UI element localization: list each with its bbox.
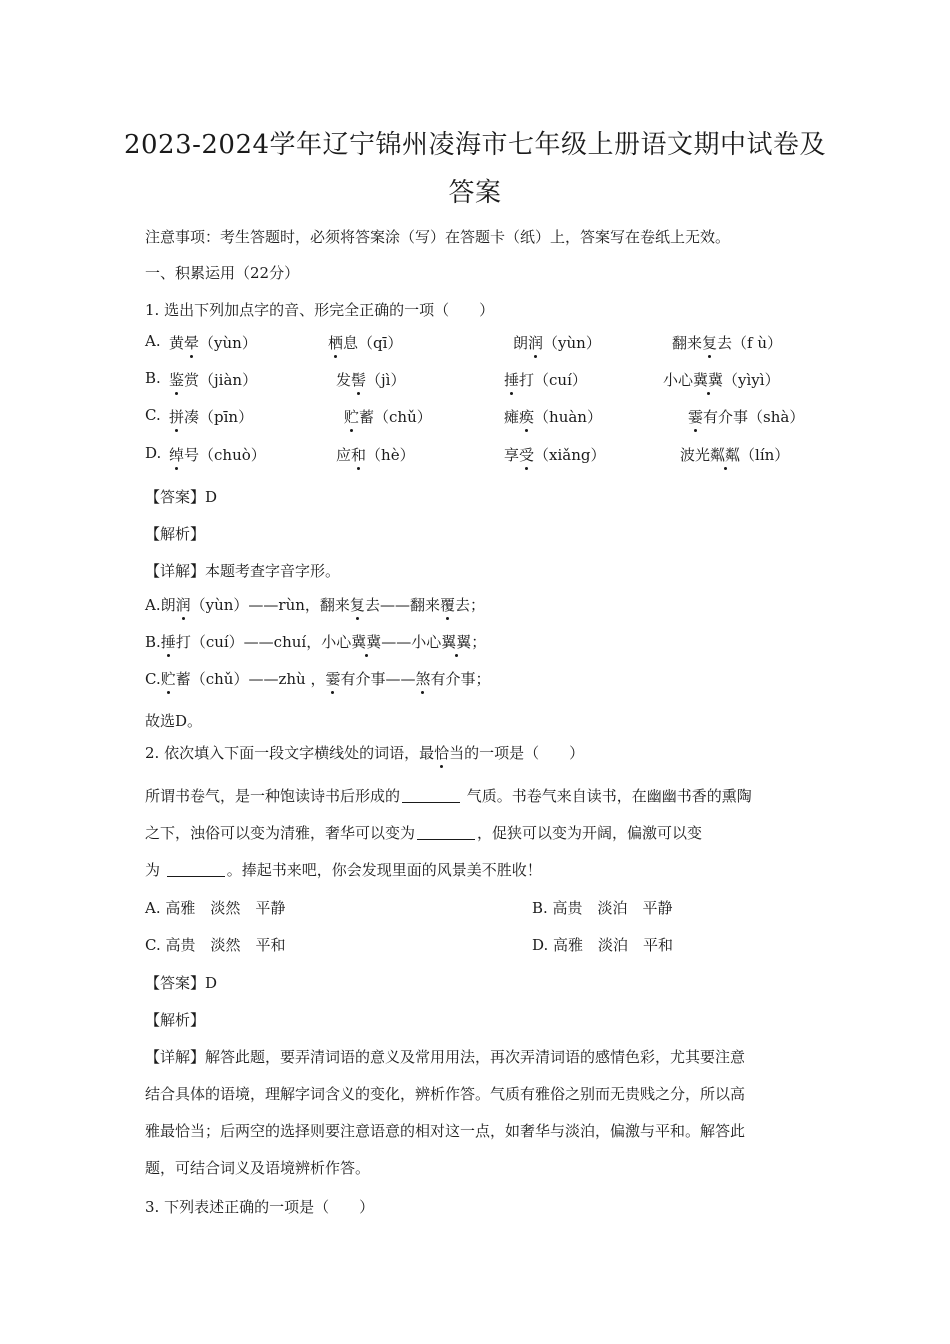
q2-answer: 【答案】D <box>145 974 218 992</box>
document-title-line2: 答案 <box>448 178 502 208</box>
q2-option-d: D. 高雅 淡泊 平和 <box>532 936 674 954</box>
q1-answer: 【答案】D <box>145 488 218 506</box>
blank-2 <box>417 825 475 840</box>
q2-detail-line1: 【详解】解答此题，要弄清词语的意义及常用用法，再次弄清词语的感情色彩，尤其要注意 <box>145 1048 746 1066</box>
q1-explain-b: B.捶打（cuí）——chuí，小心冀冀——小心翼翼； <box>145 633 487 651</box>
q2-detail-line2: 结合具体的语境，理解字词含义的变化，辨析作答。气质有雅俗之别而无贵贱之分，所以高 <box>145 1085 746 1103</box>
document-title-line1: 2023-2024学年辽宁锦州凌海市七年级上册语文期中试卷及 <box>123 130 827 160</box>
q2-detail-line4: 题，可结合词义及语境辨析作答。 <box>145 1159 371 1177</box>
q1-option-d-letter: D. <box>145 444 162 462</box>
q1-option-d-item3: 享受（xiǎng） <box>504 446 606 464</box>
q1-option-c-letter: C. <box>145 406 161 424</box>
q2-passage-line1: 所谓书卷气，是一种饱读诗书后形成的 气质。书卷气来自读书，在幽幽书香的熏陶 <box>145 787 752 805</box>
q1-option-c-item1: 拼凑（pīn） <box>169 408 254 426</box>
blank-3 <box>167 862 225 877</box>
q1-option-c-item4: 霎有介事（shà） <box>688 408 805 426</box>
q1-option-b-item1: 鉴赏（jiàn） <box>169 371 258 389</box>
q1-detail: 【详解】本题考查字音字形。 <box>145 562 341 580</box>
blank-1 <box>402 788 460 803</box>
notice-text: 注意事项：考生答题时，必须将答案涂（写）在答题卡（纸）上，答案写在卷纸上无效。 <box>145 228 731 246</box>
q1-option-b-item2: 发髻（jì） <box>336 371 406 389</box>
q1-option-a-item3: 朗润（yùn） <box>513 334 601 352</box>
q1-option-d-item1: 绰号（chuò） <box>169 446 266 464</box>
q1-option-b-item4: 小心冀冀（yìyì） <box>663 371 780 389</box>
q1-option-a-item1: 黄晕（yùn） <box>169 334 257 352</box>
q1-option-a-letter: A. <box>145 332 161 350</box>
q1-option-c-item3: 瘫痪（huàn） <box>504 408 602 426</box>
q1-option-a-item2: 栖息（qī） <box>328 334 403 352</box>
q2-analysis-heading: 【解析】 <box>145 1011 206 1029</box>
section-heading: 一、积累运用（22分） <box>145 264 300 282</box>
q1-stem: 1. 选出下列加点字的音、形完全正确的一项（ ） <box>145 301 495 319</box>
q1-option-d-item2: 应和（hè） <box>336 446 415 464</box>
q2-passage-line2: 之下，浊俗可以变为清雅，奢华可以变为 ，促狭可以变为开阔，偏激可以变 <box>145 824 703 842</box>
q1-explain-c: C.贮蓄（chǔ）——zhù ，霎有介事——煞有介事； <box>145 670 491 688</box>
q2-option-b: B. 高贵 淡泊 平静 <box>532 899 673 917</box>
q1-option-d-item4: 波光粼粼（lín） <box>680 446 790 464</box>
q1-choose: 故选D。 <box>145 712 203 730</box>
q2-stem: 2. 依次填入下面一段文字横线处的词语，最恰当的一项是（ ） <box>145 744 585 762</box>
q1-option-a-item4: 翻来复去（f ù） <box>672 334 783 352</box>
q1-option-b-item3: 捶打（cuí） <box>504 371 587 389</box>
q1-analysis-heading: 【解析】 <box>145 525 206 543</box>
q1-option-b-letter: B. <box>145 369 161 387</box>
q2-option-a: A. 高雅 淡然 平静 <box>145 899 286 917</box>
q2-detail-line3: 雅最恰当；后两空的选择则要注意语意的相对这一点，如奢华与淡泊，偏激与平和。解答此 <box>145 1122 746 1140</box>
q1-option-c-item2: 贮蓄（chǔ） <box>344 408 432 426</box>
q2-option-c: C. 高贵 淡然 平和 <box>145 936 286 954</box>
q1-explain-a: A.朗润（yùn）——rùn，翻来复去——翻来覆去； <box>145 596 485 614</box>
q2-passage-line3: 为 。捧起书来吧，你会发现里面的风景美不胜收！ <box>145 861 542 879</box>
q3-stem: 3. 下列表述正确的一项是（ ） <box>145 1198 375 1216</box>
